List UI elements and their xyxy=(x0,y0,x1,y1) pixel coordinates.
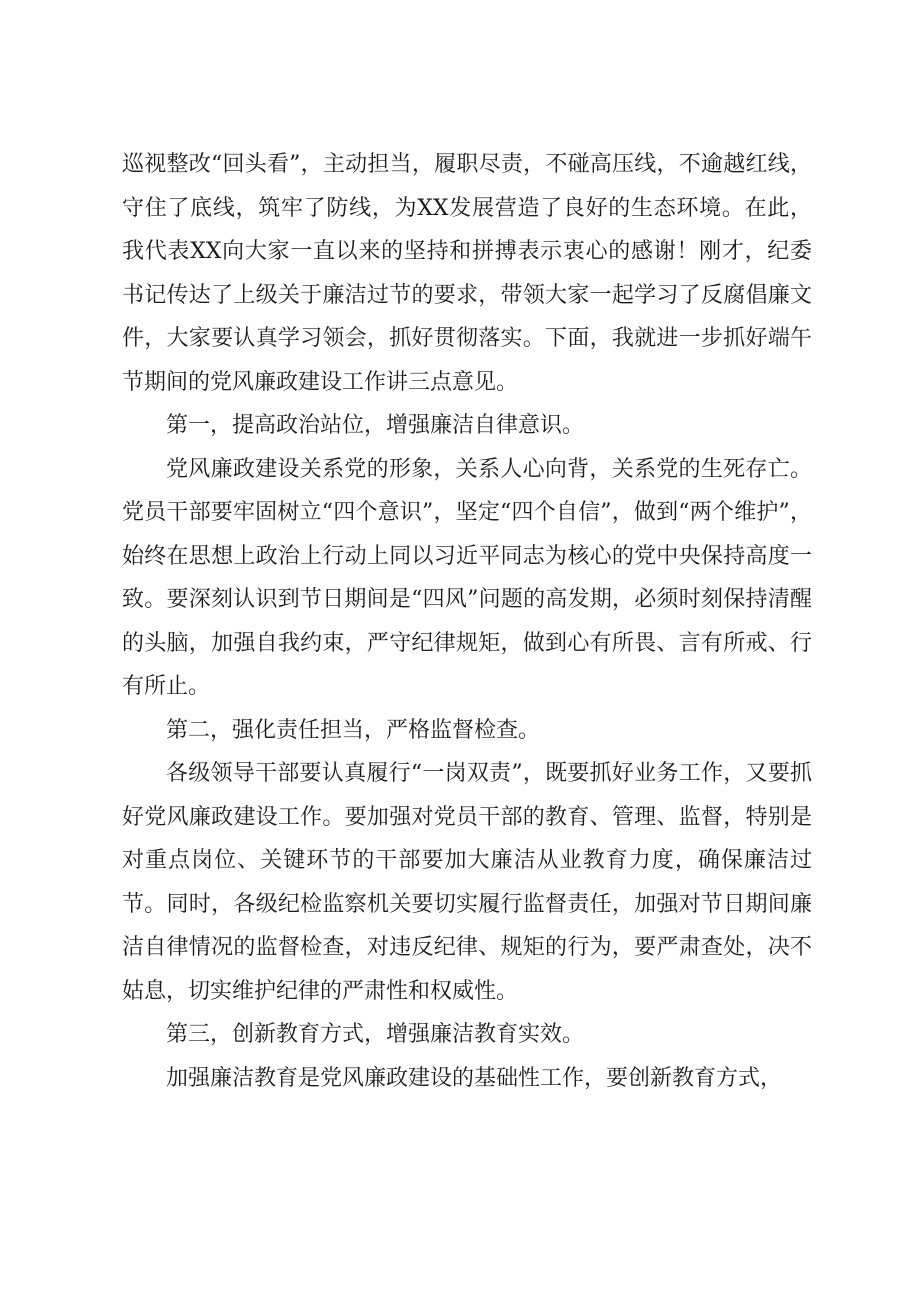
section-heading-3: 第三，创新教育方式，增强廉洁教育实效。 xyxy=(166,1022,585,1047)
paragraph-intro: 巡视整改“回头看”，主动担当，履职尽责，不碰高压线，不逾越红线，守住了底线，筑牢了防线，为XX发展营造了良好的生态环境。在此，我代表XX向大家一直以来的坚持和拼搏表示衷心的感谢！刚才，纪委书记传达了上级关于廉洁过节的要求，带领大家一起学习了反腐倡廉文件，大家要认真学习领会，抓好贯彻落实。下面，我就进一步抓好端午节期间的党风廉政建设工作讲三点意见。 xyxy=(122,152,812,395)
paragraph-section-2: 各级领导干部要认真履行“一岗双责”，既要抓好业务工作，又要抓好党风廉政建设工作。要加强对党员干部的教育、管理、监督，特别是对重点岗位、关键环节的干部要加大廉洁从业教育力度，确保廉洁过节。同时，各级纪检监察机关要切实履行监督责任，加强对节日期间廉洁自律情况的监督检查，对违反纪律、规矩的行为，要严肃查处，决不姑息，切实维护纪律的严肃性和权威性。 xyxy=(122,761,812,1004)
section-heading-1: 第一，提高政治站位，增强廉洁自律意识。 xyxy=(166,413,585,438)
section-heading-2: 第二，强化责任担当，严格监督检查。 xyxy=(166,717,541,743)
paragraph-section-1: 党风廉政建设关系党的形象，关系人心向背，关系党的生死存亡。党员干部要牢固树立“四个意识”，坚定“四个自信”，做到“两个维护”，始终在思想上政治上行动上同以习近平同志为核心的党中央保持高度一致。要深刻认识到节日期间是“四风”问题的高发期，必须时刻保持清醒的头脑，加强自我约束，严守纪律规矩，做到心有所畏、言有所戒、行有所止。 xyxy=(122,456,812,699)
paragraph-section-3: 加强廉洁教育是党风廉政建设的基础性工作，要创新教育方式， xyxy=(166,1065,783,1091)
document-body xyxy=(122,143,812,1100)
